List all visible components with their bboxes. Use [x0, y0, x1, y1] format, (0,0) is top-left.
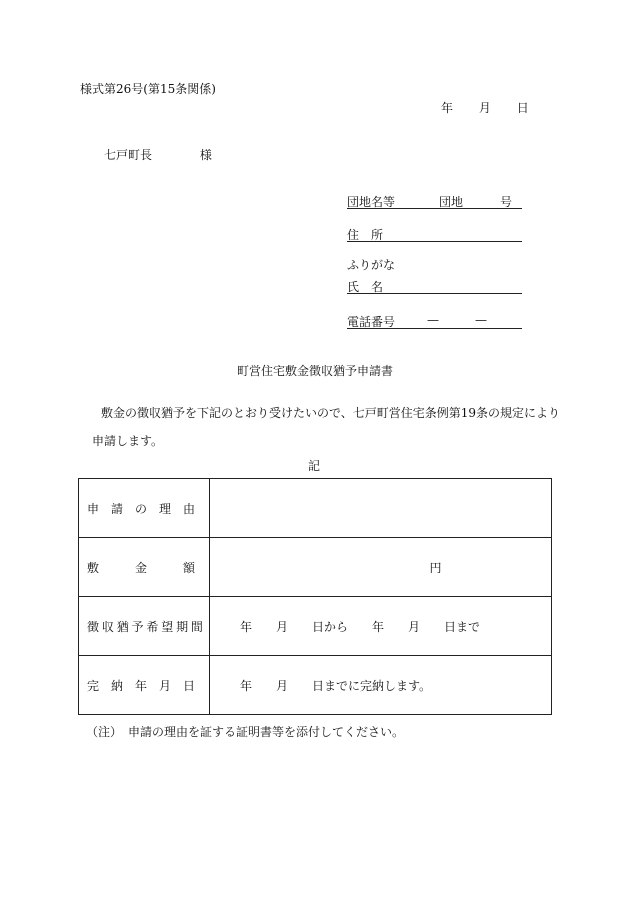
- label-char: 敷: [87, 560, 100, 575]
- addressee: [104, 146, 212, 163]
- table-row-reason: [79, 479, 552, 538]
- label-char: 額: [182, 560, 195, 575]
- label-char: 予: [131, 619, 144, 634]
- furigana-label: ふりがな: [347, 258, 396, 272]
- label-char: 期: [176, 619, 189, 634]
- completion-label-text: [87, 677, 209, 694]
- reason-label: [79, 479, 210, 538]
- ki-label: 記: [308, 459, 321, 473]
- danchi-suffix: 団地: [439, 195, 464, 209]
- label-char: 申: [87, 501, 100, 516]
- completion-value: 年 月 日までに完納します。: [240, 678, 432, 693]
- label-char: 由: [182, 501, 195, 516]
- phone-line: [347, 313, 522, 329]
- period-value: 年 月 日から 年 月 日まで: [240, 619, 481, 634]
- address-line: [347, 226, 522, 242]
- form-number: 様式第26号(第15条関係): [80, 82, 216, 96]
- name-line: [347, 278, 522, 294]
- label-char: 徴: [87, 619, 100, 634]
- reason-value-cell[interactable]: [210, 479, 552, 538]
- table-row-deposit: [79, 538, 552, 597]
- address-label: 住 所: [347, 228, 384, 242]
- yen-label: 円: [429, 560, 442, 575]
- label-char: 年: [134, 678, 147, 693]
- note: （注） 申請の理由を証する証明書等を添付してください。: [86, 725, 405, 739]
- label-char: 猶: [116, 619, 129, 634]
- reason-label-text: [87, 500, 209, 517]
- deposit-value-cell[interactable]: [210, 538, 552, 597]
- label-char: 望: [161, 619, 174, 634]
- label-char: 完: [87, 678, 100, 693]
- deposit-label-text: [87, 559, 209, 576]
- label-char: 収: [101, 619, 114, 634]
- period-value-cell[interactable]: [210, 597, 552, 656]
- danchi-line: [347, 193, 522, 209]
- danchi-label: 団地名等: [347, 195, 396, 209]
- phone-dash-1: —: [427, 313, 439, 327]
- table-row-completion: [79, 656, 552, 715]
- body-text-1: 敷金の徴収猶予を下記のとおり受けたいので、七戸町営住宅条例第19条の規定により: [101, 406, 561, 420]
- label-char: 理: [158, 501, 171, 516]
- period-label: [79, 597, 210, 656]
- date-line: [441, 99, 529, 116]
- date-year: 年: [441, 101, 454, 115]
- label-char: の: [134, 501, 147, 516]
- name-label: 氏 名: [347, 280, 384, 294]
- date-month: 月: [478, 101, 491, 115]
- application-table: [78, 478, 552, 715]
- phone-label: 電話番号: [347, 315, 396, 329]
- addressee-name: 七戸町長: [104, 148, 153, 162]
- addressee-honorific: 様: [199, 148, 212, 162]
- completion-label: [79, 656, 210, 715]
- label-char: 月: [158, 678, 171, 693]
- phone-dash-2: —: [475, 313, 487, 327]
- table-row-period: [79, 597, 552, 656]
- completion-value-cell[interactable]: [210, 656, 552, 715]
- document-title: 町営住宅敷金徴収猶予申請書: [237, 364, 394, 378]
- go-suffix: 号: [500, 195, 513, 209]
- label-char: 間: [190, 619, 203, 634]
- label-char: 日: [182, 678, 195, 693]
- label-char: 希: [146, 619, 159, 634]
- deposit-label: [79, 538, 210, 597]
- date-day: 日: [516, 101, 529, 115]
- label-char: 納: [110, 678, 123, 693]
- body-text-2: 申請します。: [92, 434, 164, 448]
- label-char: 金: [134, 560, 147, 575]
- label-char: 請: [110, 501, 123, 516]
- period-label-text: [87, 618, 209, 635]
